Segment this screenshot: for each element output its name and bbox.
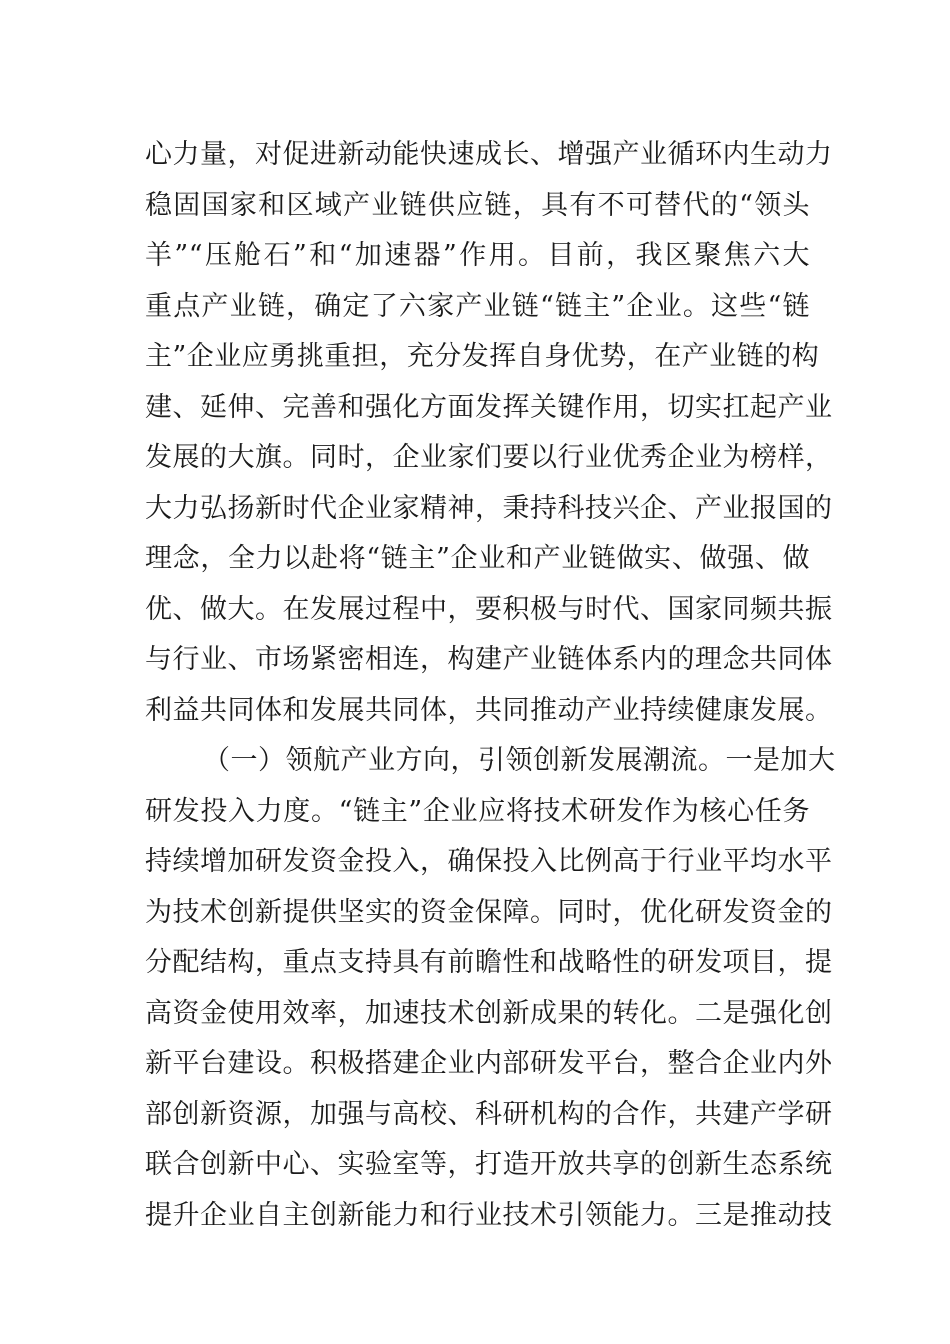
text-line: 联合创新中心、实验室等，打造开放共享的创新生态系统 bbox=[145, 1149, 833, 1180]
section-heading-line: （一）领航产业方向，引领创新发展潮流。一是加大 bbox=[203, 745, 836, 776]
text-line: 重点产业链，确定了六家产业链“链主”企业。这些“链 bbox=[145, 290, 810, 322]
text-line: 心力量，对促进新动能快速成长、增强产业循环内生动力 bbox=[145, 139, 833, 170]
text-line: 部创新资源，加强与高校、科研机构的合作，共建产学研 bbox=[145, 1098, 833, 1130]
text-line: 持续增加研发资金投入，确保投入比例高于行业平均水平 bbox=[145, 846, 833, 877]
text-line: 与行业、市场紧密相连，构建产业链体系内的理念共同体 bbox=[145, 644, 833, 675]
text-line: 理念，全力以赴将“链主”企业和产业链做实、做强、做 bbox=[145, 543, 810, 574]
text-line: 利益共同体和发展共同体，共同推动产业持续健康发展。 bbox=[145, 694, 833, 726]
text-line: 研发投入力度。“链主”企业应将技术研发作为核心任务 bbox=[145, 795, 810, 827]
text-line: 优、做大。在发展过程中，要积极与时代、国家同频共振 bbox=[145, 593, 833, 625]
text-line: 大力弘扬新时代企业家精神，秉持科技兴企、产业报国的 bbox=[145, 492, 833, 524]
text-line: 主”企业应勇挑重担，充分发挥自身优势，在产业链的构 bbox=[145, 341, 820, 372]
text-line: 分配结构，重点支持具有前瞻性和战略性的研发项目，提 bbox=[145, 947, 833, 978]
text-line: 提升企业自主创新能力和行业技术引领能力。三是推动技 bbox=[145, 1199, 833, 1231]
text-line: 建、延伸、完善和强化方面发挥关键作用，切实扛起产业 bbox=[145, 391, 833, 423]
text-line: 高资金使用效率，加速技术创新成果的转化。二是强化创 bbox=[145, 997, 833, 1029]
body-text bbox=[145, 130, 836, 1241]
text-line: 羊”“压舱石”和“加速器”作用。目前，我区聚焦六大 bbox=[145, 240, 810, 271]
text-line: 新平台建设。积极搭建企业内部研发平台，整合企业内外 bbox=[145, 1048, 833, 1079]
paragraph-2 bbox=[145, 736, 836, 1241]
text-line: 稳固国家和区域产业链供应链，具有不可替代的“领头 bbox=[145, 189, 810, 221]
text-line: 发展的大旗。同时，企业家们要以行业优秀企业为榜样， bbox=[145, 442, 833, 473]
paragraph-1 bbox=[145, 130, 833, 736]
text-line: 为技术创新提供坚实的资金保障。同时，优化研发资金的 bbox=[145, 896, 833, 928]
